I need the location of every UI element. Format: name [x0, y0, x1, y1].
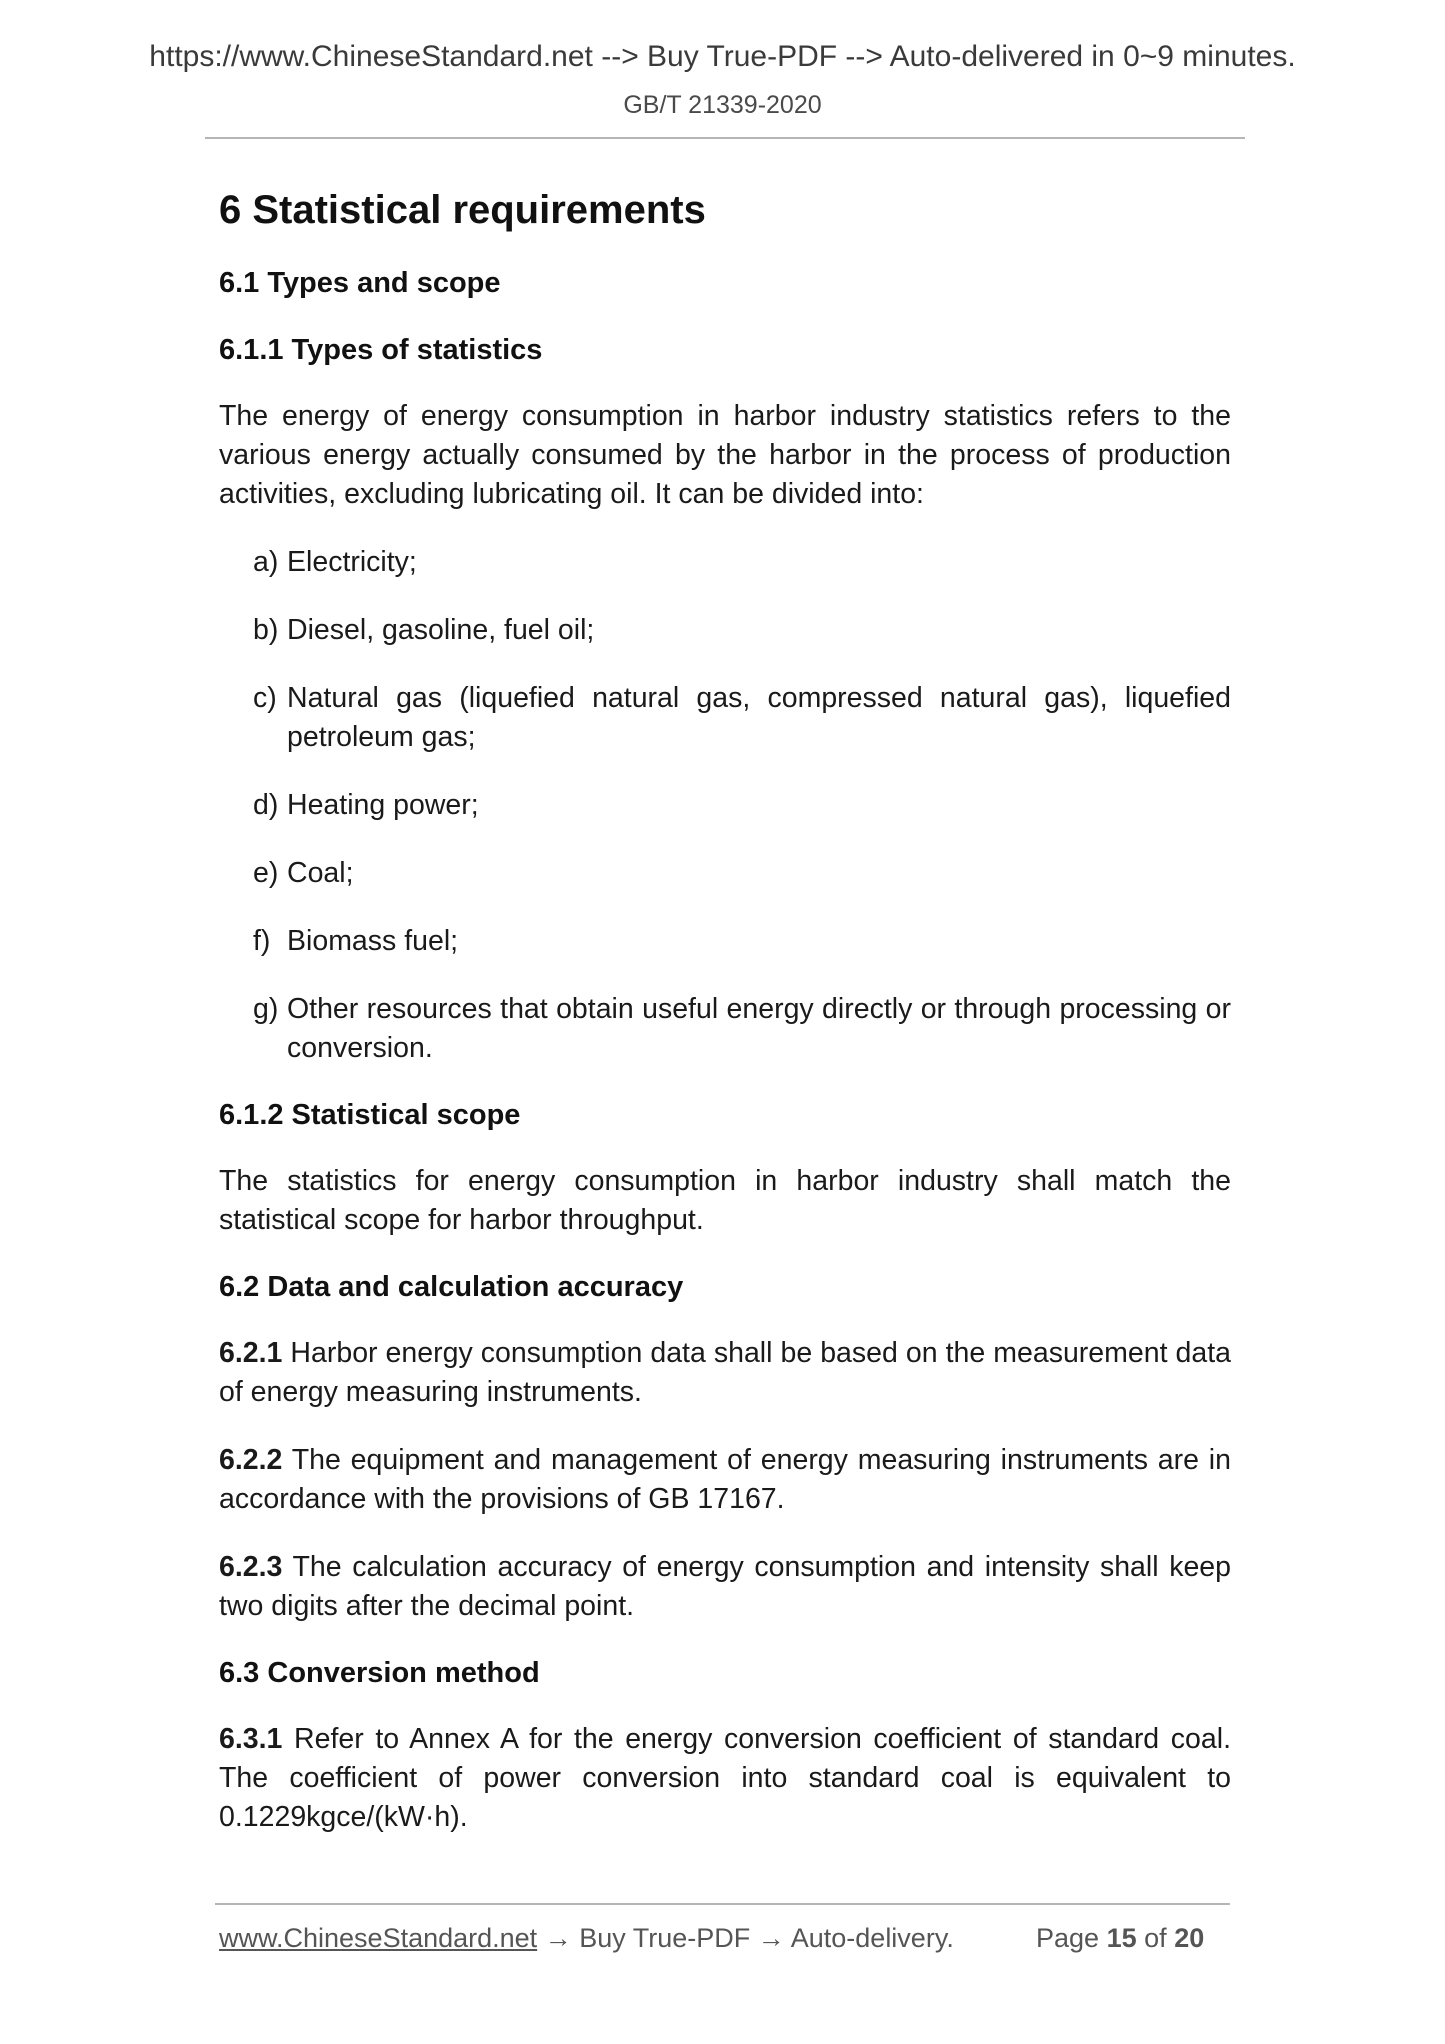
clause-6-2-2: [219, 1441, 1231, 1519]
clause-text: The calculation accuracy of energy consumption and intensity shall keep two digits after the decimal point.: [219, 1551, 1231, 1622]
clause-number: 6.3.1: [219, 1723, 283, 1755]
page-word: Page: [1036, 1923, 1100, 1953]
section-6-1-1-title: 6.1.1 Types of statistics: [219, 334, 543, 366]
page-total: 20: [1174, 1923, 1205, 1953]
list-marker: e): [253, 857, 279, 889]
clause-6-2-3: [219, 1548, 1231, 1626]
list-item: [219, 990, 1231, 1068]
list-item-text: Diesel, gasoline, fuel oil;: [287, 614, 595, 646]
clause-6-2-1: [219, 1334, 1231, 1412]
list-item: [219, 786, 1231, 825]
section-6-2-title: 6.2 Data and calculation accuracy: [219, 1271, 684, 1303]
clause-6-3-1: [219, 1720, 1231, 1837]
list-item-text: Natural gas (liquefied natural gas, compressed natural gas), liquefied petroleum gas;: [287, 682, 1231, 753]
clause-number: 6.2.2: [219, 1444, 283, 1476]
energy-types-list: [219, 543, 1231, 1068]
header-url-line: https://www.ChineseStandard.net --> Buy True-PDF --> Auto-delivered in 0~9 minutes.: [149, 40, 1296, 73]
section-6-title: 6 Statistical requirements: [219, 188, 706, 232]
list-marker: d): [253, 789, 279, 821]
types-intro-paragraph: The energy of energy consumption in harbor industry statistics refers to the various energy actually consumed by the harbor in the process of production activities, excluding lubricating oil. It can be divided into:: [219, 400, 1231, 510]
list-item: [219, 854, 1231, 893]
list-marker: a): [253, 546, 279, 578]
footer-promo: [219, 1921, 954, 1955]
page-current: 15: [1106, 1923, 1137, 1953]
list-item: [219, 679, 1231, 757]
list-item-text: Heating power;: [287, 789, 479, 821]
clause-text: The equipment and management of energy measuring instruments are in accordance with the provisions of GB 17167.: [219, 1444, 1231, 1515]
header-divider: [205, 137, 1245, 139]
section-6-1-title: 6.1 Types and scope: [219, 267, 501, 299]
document-code: GB/T 21339-2020: [623, 91, 822, 119]
page-content: [219, 185, 1231, 1837]
footer-tagline: → Buy True-PDF → Auto-delivery.: [537, 1923, 954, 1953]
clause-text: Refer to Annex A for the energy conversion coefficient of standard coal. The coefficient of power conversion into standard coal is equivalent to 0.1229kgce/(kW·h).: [219, 1723, 1231, 1833]
clause-number: 6.2.1: [219, 1337, 283, 1369]
of-word: of: [1144, 1923, 1167, 1953]
site-link[interactable]: www.ChineseStandard.net: [219, 1923, 538, 1953]
list-item-text: Other resources that obtain useful energy directly or through processing or conversion.: [287, 993, 1231, 1064]
list-marker: c): [253, 682, 277, 714]
page-indicator: [1036, 1921, 1204, 1955]
list-marker: f): [253, 925, 271, 957]
list-item-text: Coal;: [287, 857, 354, 889]
list-marker: b): [253, 614, 279, 646]
list-item: [219, 543, 1231, 582]
list-item: [219, 611, 1231, 650]
list-item-text: Electricity;: [287, 546, 417, 578]
list-item-text: Biomass fuel;: [287, 925, 459, 957]
list-item: [219, 922, 1231, 961]
section-6-1-2-title: 6.1.2 Statistical scope: [219, 1099, 521, 1131]
clause-text: Harbor energy consumption data shall be based on the measurement data of energy measuring instruments.: [219, 1337, 1231, 1408]
clause-number: 6.2.3: [219, 1551, 283, 1583]
footer-divider: [215, 1903, 1230, 1905]
section-6-3-title: 6.3 Conversion method: [219, 1657, 540, 1689]
list-marker: g): [253, 993, 279, 1025]
statistical-scope-paragraph: The statistics for energy consumption in harbor industry shall match the statistical scope for harbor throughput.: [219, 1165, 1231, 1236]
